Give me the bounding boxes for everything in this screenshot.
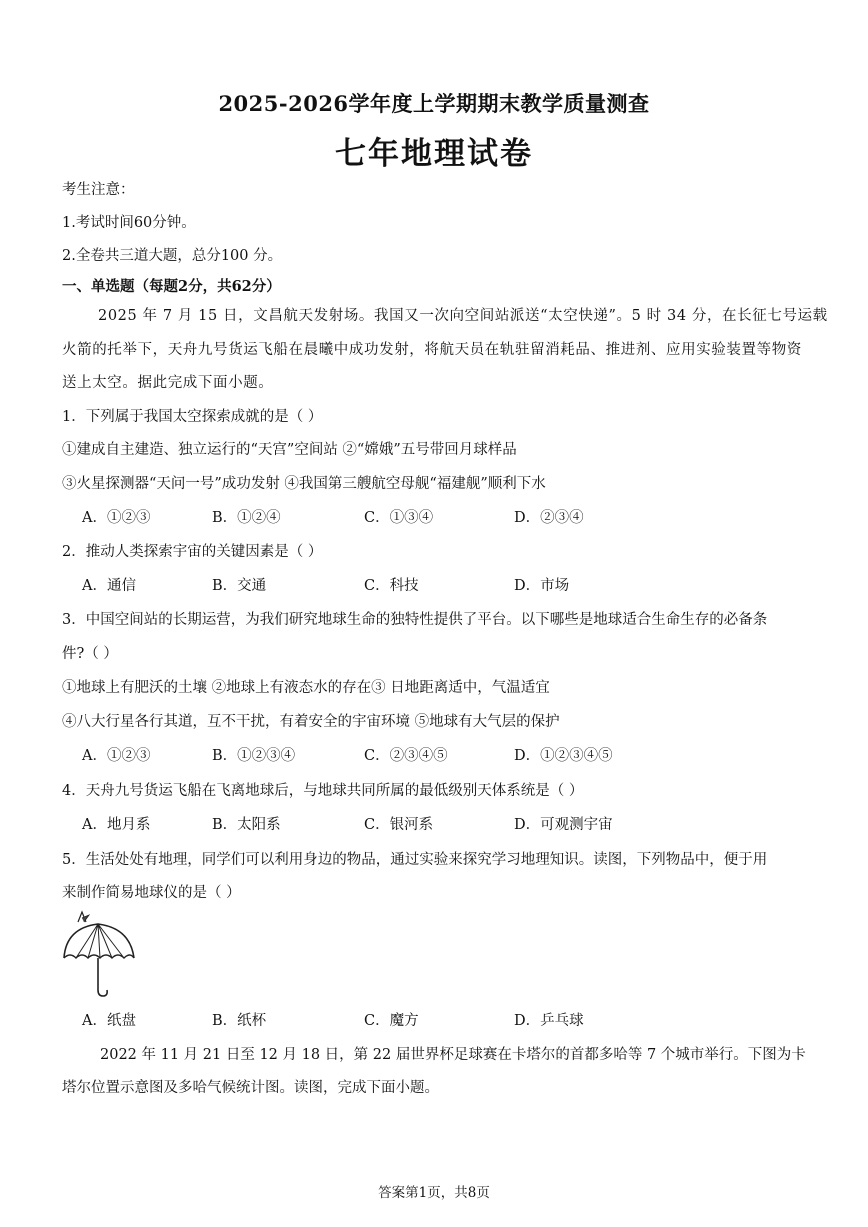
- option-a[interactable]: A．地月系: [82, 817, 151, 833]
- umbrella-icon: [60, 910, 140, 1000]
- option-c[interactable]: C．银河系: [364, 817, 434, 833]
- option-c[interactable]: C．科技: [364, 578, 419, 594]
- option-b[interactable]: B．①②④: [212, 510, 281, 526]
- notice-item: 1.考试时间60分钟。: [62, 215, 196, 231]
- question-statement: ③火星探测器“天问一号”成功发射 ④我国第三艘航空母舰“福建舰”顺利下水: [62, 476, 546, 492]
- section-heading: 一、单选题（每题2分，共62分）: [62, 278, 281, 295]
- option-a[interactable]: A．纸盘: [82, 1013, 136, 1029]
- option-d[interactable]: D．可观测宇宙: [514, 817, 613, 833]
- option-b[interactable]: B．交通: [212, 578, 267, 594]
- question-stem: 5．生活处处有地理，同学们可以利用身边的物品，通过实验来探究学习地理知识。读图，下列物品中，便于用: [62, 852, 768, 868]
- question-statement: ④八大行星各行其道，互不干扰，有着安全的宇宙环境 ⑤地球有大气层的保护: [62, 714, 560, 730]
- notice-item: 2.全卷共三道大题，总分100 分。: [62, 248, 283, 264]
- option-d[interactable]: D．市场: [514, 578, 570, 594]
- question-stem: 2．推动人类探索宇宙的关键因素是（ ）: [62, 544, 323, 560]
- question-stem: 4．天舟九号货运飞船在飞离地球后，与地球共同所属的最低级别天体系统是（ ）: [62, 783, 584, 799]
- option-d[interactable]: D．乒乓球: [514, 1013, 584, 1029]
- page-footer: 答案第1页，共8页: [378, 1185, 490, 1201]
- option-b[interactable]: B．太阳系: [212, 817, 281, 833]
- option-d[interactable]: D．②③④: [514, 510, 584, 526]
- option-b[interactable]: B．①②③④: [212, 748, 296, 764]
- option-a[interactable]: A．通信: [82, 578, 136, 594]
- exam-subtitle: 七年地理试卷: [335, 136, 533, 172]
- question-stem: 来制作简易地球仪的是（ ）: [62, 885, 241, 901]
- option-c[interactable]: C．①③④: [364, 510, 434, 526]
- option-b[interactable]: B．纸杯: [212, 1013, 267, 1029]
- question-stem: 1．下列属于我国太空探索成就的是（ ）: [62, 409, 323, 425]
- option-d[interactable]: D．①②③④⑤: [514, 748, 613, 764]
- question-stem: 件?（ ）: [62, 646, 118, 662]
- passage-line: 2025 年 7 月 15 日，文昌航天发射场。我国又一次向空间站派送“太空快递”。5 时 34 分，在长征七号运载: [98, 308, 828, 324]
- question-stem: 3．中国空间站的长期运营，为我们研究地球生命的独特性提供了平台。以下哪些是地球适合生命生存的必备条: [62, 612, 768, 628]
- exam-title: 2025-2026学年度上学期期末教学质量测查: [218, 91, 650, 116]
- option-a[interactable]: A．①②③: [82, 748, 151, 764]
- notice-heading: 考生注意：: [62, 182, 135, 198]
- option-c[interactable]: C．②③④⑤: [364, 748, 448, 764]
- option-a[interactable]: A．①②③: [82, 510, 151, 526]
- passage-line: 火箭的托举下，天舟九号货运飞船在晨曦中成功发射，将航天员在轨驻留消耗品、推进剂、应用实验装置等物资: [62, 342, 802, 358]
- passage-line: 送上太空。据此完成下面小题。: [62, 375, 274, 391]
- passage-line: 塔尔位置示意图及多哈气候统计图。读图，完成下面小题。: [62, 1080, 439, 1096]
- question-statement: ①建成自主建造、独立运行的“天宫”空间站 ②“嫦娥”五号带回月球样品: [62, 442, 517, 458]
- question-statement: ①地球上有肥沃的土壤 ②地球上有液态水的存在③ 日地距离适中，气温适宜: [62, 680, 550, 696]
- passage-line: 2022 年 11 月 21 日至 12 月 18 日，第 22 届世界杯足球赛在卡塔尔的首都多哈等 7 个城市举行。下图为卡: [100, 1047, 806, 1063]
- option-c[interactable]: C．魔方: [364, 1013, 419, 1029]
